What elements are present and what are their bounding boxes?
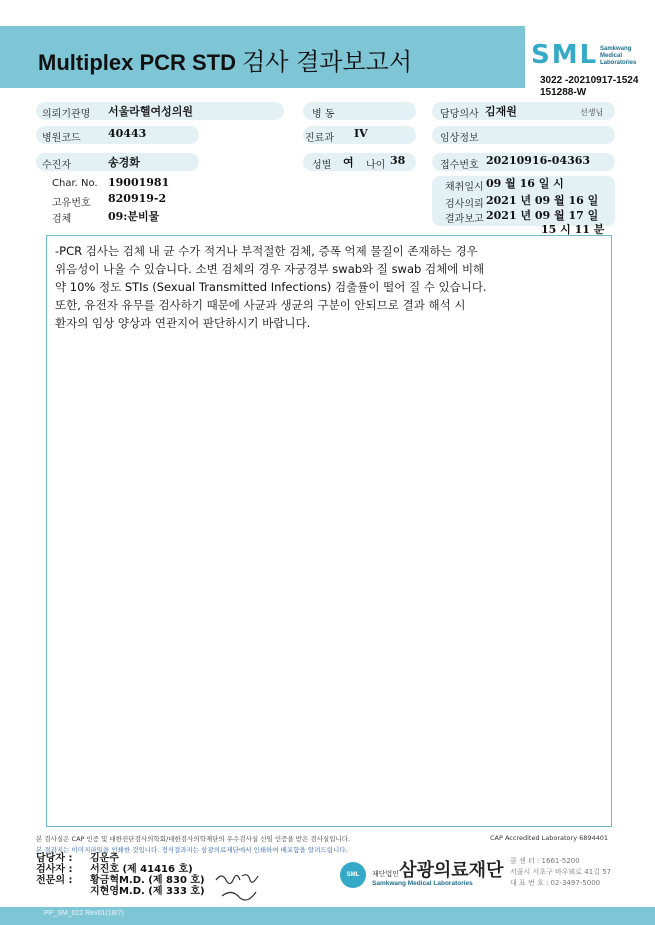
report-date-value: 2021 년 09 월 17 일 (486, 209, 599, 222)
collection-time-value: 09 월 16 일 시 (486, 177, 564, 190)
foundation-name (372, 856, 503, 882)
staff-name: 김운주 (90, 853, 119, 864)
age-label: 나이 (366, 160, 386, 171)
staff-row (36, 864, 205, 875)
signature-image (212, 866, 272, 906)
result-line: 또한, 유전자 유무를 검사하기 때문에 사균과 생균의 구분이 안되므로 결과 해석 시 (55, 298, 466, 312)
age-value: 38 (390, 154, 406, 167)
request-date-label: 검사의뢰 (445, 199, 484, 210)
form-code: PP_SM_022 Rev01(18/7) (44, 910, 124, 917)
report-date-label: 결과보고 (445, 214, 484, 225)
hospital-code-value: 40443 (108, 127, 147, 140)
result-line: 약 10% 정도 STIs (Sexual Transmitted Infections) 검출률이 떨어 질 수 있습니다. (55, 280, 487, 294)
foundation-prefix: 재단법인 (372, 870, 400, 878)
collection-time-label: 채취일시 (445, 182, 484, 193)
id-no-label: 고유번호 (52, 198, 91, 209)
report-title (38, 42, 412, 77)
institution-value: 서울라헬여성의원 (108, 105, 194, 118)
report-time-value: 15 시 11 분 (541, 223, 605, 236)
contact-line: 서울시 서초구 바우뫼로 41길 57 (510, 868, 612, 876)
staff-role: 전문의 : (36, 875, 73, 886)
contact-info (510, 856, 611, 889)
report-title-ko: 검사 결과보고서 (242, 48, 413, 76)
cap-number: CAP Accredited Laboratory 6894401 (490, 834, 609, 842)
chart-no-label: Char. No. (52, 178, 98, 189)
report-id-line: 3022 -20210917-1524 (540, 75, 639, 86)
receipt-no-value: 20210916-04363 (486, 154, 591, 167)
logo-sub-line: Laboratories (600, 60, 637, 66)
foundation-logo-circle: SML (340, 862, 366, 888)
doctor-suffix: 선생님 (580, 108, 604, 117)
chart-no-value: 19001981 (108, 176, 170, 189)
staff-list (36, 853, 205, 897)
staff-name: 황금혁M.D. (제 830 호) (90, 875, 205, 886)
institution-label: 의뢰기관명 (42, 109, 91, 120)
sml-logo (528, 40, 653, 74)
clinical-info-label: 임상정보 (440, 133, 479, 144)
staff-name: 서진호 (제 41416 호) (90, 864, 193, 875)
result-line: 환자의 임상 양상과 연관지어 판단하시기 바랍니다. (55, 316, 311, 330)
specimen-value: 09:분비물 (108, 210, 160, 223)
staff-role: 담당자 : (36, 853, 73, 864)
foundation-name-text: 삼광의료재단 (399, 860, 504, 881)
logo-sub-line: Medical (600, 53, 623, 59)
image-notice: 본 결과지는 이미지파일을 인쇄한 것입니다. 정식결과지는 삼광의료재단에서 인쇄하여 배포함을 알려드립니다. (36, 846, 348, 854)
staff-role: 검사자 : (36, 864, 73, 875)
sex-value: 여 (343, 156, 354, 169)
certification-notice: 본 검사실은 CAP 인증 및 대한진단검사의학회/대한검사의학재단의 우수검사실 신임 인증을 받은 검사실입니다. (36, 835, 351, 843)
sex-label: 성별 (312, 160, 332, 171)
patient-label: 수진자 (42, 160, 71, 171)
doctor-label: 담당의사 (440, 109, 479, 120)
staff-row (36, 875, 205, 886)
result-line: 위음성이 나올 수 있습니다. 소변 검체의 경우 자궁경부 swab와 질 swab 검체에 비해 (55, 262, 485, 276)
sml-logo-text: SML (531, 40, 599, 70)
staff-row (36, 886, 205, 897)
contact-line: 대 표 번 호 : 02-3497-5000 (510, 879, 601, 887)
staff-row (36, 853, 205, 864)
logo-sub-line: Samkwang (600, 46, 632, 52)
report-id-line: 151288-W (540, 87, 587, 98)
staff-name: 지현영M.D. (제 333 호) (90, 886, 205, 897)
department-label: 진료과 (305, 133, 334, 144)
report-id (540, 75, 650, 99)
foundation-name-en: Samkwang Medical Laboratories (372, 880, 473, 887)
hospital-code-label: 병원코드 (42, 133, 81, 144)
sml-logo-subtitle (600, 46, 636, 67)
id-no-value: 820919-2 (108, 192, 167, 205)
request-date-value: 2021 년 09 월 16 일 (486, 194, 599, 207)
contact-line: 콜 센 터 : 1661-5200 (510, 857, 580, 865)
specimen-label: 검체 (52, 214, 72, 225)
result-line: -PCR 검사는 검체 내 균 수가 적거나 부적절한 검체, 증폭 억제 물질이 존재하는 경우 (55, 244, 478, 258)
ward-label: 병 동 (312, 109, 335, 120)
doctor-value: 김재원 (485, 105, 517, 118)
result-box (46, 235, 612, 827)
staff-role (36, 886, 90, 897)
foundation-logo (340, 856, 505, 896)
department-value: IV (354, 127, 368, 140)
receipt-no-label: 접수번호 (440, 160, 479, 171)
report-title-en: Multiplex PCR STD (38, 50, 243, 75)
patient-value: 송경화 (108, 156, 140, 169)
